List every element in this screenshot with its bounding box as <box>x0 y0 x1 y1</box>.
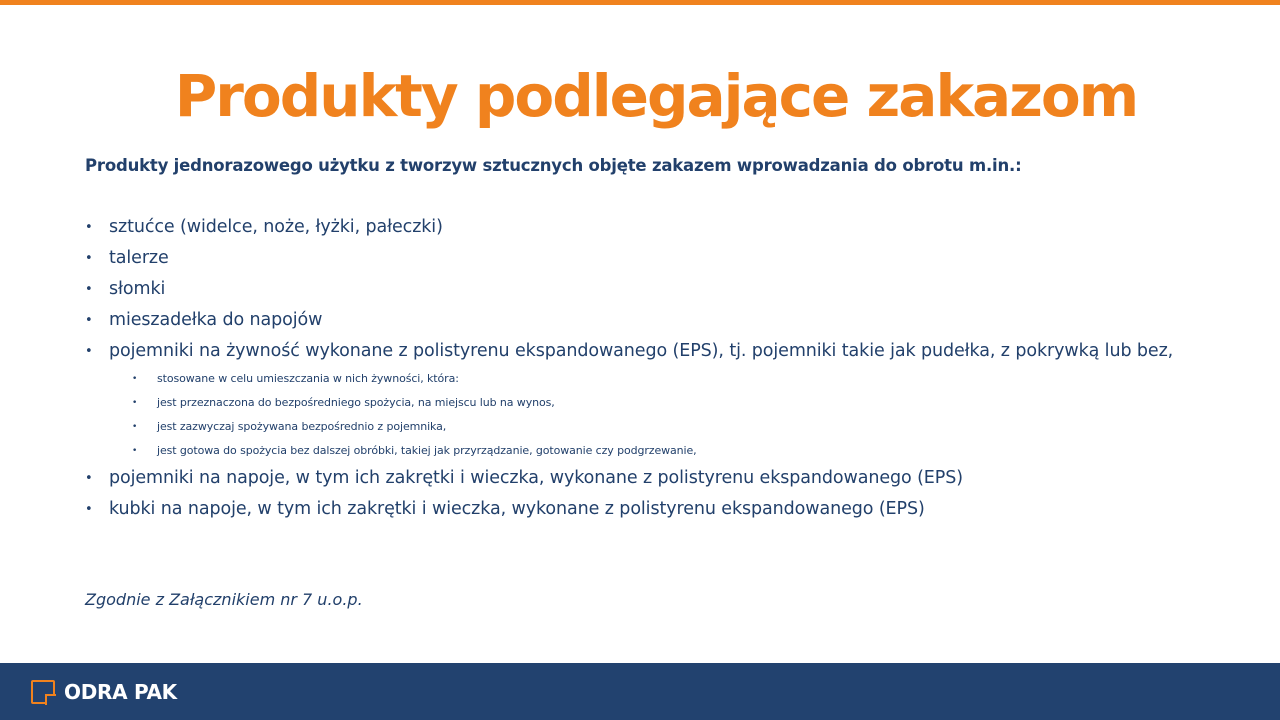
bullet-icon: • <box>85 282 93 297</box>
list-item-text: pojemniki na żywność wykonane z polistyrenu ekspandowanego (EPS), tj. pojemniki takie jak pudełka, z pokrywką lub bez, <box>109 341 1174 361</box>
list-item <box>85 274 1205 305</box>
sub-list-item <box>85 439 1205 463</box>
bullet-icon: • <box>85 471 93 486</box>
list-item-text: słomki <box>109 279 166 299</box>
list-item-text: sztućce (widelce, noże, łyżki, pałeczki) <box>109 217 443 237</box>
bullet-icon: • <box>85 220 93 235</box>
intro-text: Produkty jednorazowego użytku z tworzyw sztucznych objęte zakazem wprowadzania do obrotu m.in.: <box>85 156 1022 175</box>
list-item <box>85 243 1205 274</box>
footer-bar <box>0 663 1280 720</box>
bullet-icon: • <box>132 374 138 384</box>
top-accent-bar <box>0 0 1280 5</box>
sub-list <box>85 367 1205 463</box>
bullet-icon: • <box>85 313 93 328</box>
list-item <box>85 336 1205 367</box>
slide-title: Produkty podlegające zakazom <box>174 62 1138 130</box>
sub-list-item-text: jest zazwyczaj spożywana bezpośrednio z pojemnika, <box>157 420 447 433</box>
bullet-icon: • <box>85 502 93 517</box>
bullet-icon: • <box>132 446 138 456</box>
sub-list-item <box>85 391 1205 415</box>
logo-text: ODRA PAK <box>64 680 177 704</box>
bullet-icon: • <box>85 251 93 266</box>
sub-list-item <box>85 367 1205 391</box>
sub-list-item <box>85 415 1205 439</box>
bullet-icon: • <box>132 422 138 432</box>
list-item <box>85 463 1205 494</box>
bullet-icon: • <box>132 398 138 408</box>
list-item-text: talerze <box>109 248 169 268</box>
odra-pak-logo-icon <box>31 680 55 704</box>
list-item <box>85 305 1205 336</box>
source-note: Zgodnie z Załącznikiem nr 7 u.o.p. <box>85 590 363 609</box>
sub-list-item-text: stosowane w celu umieszczania w nich żywności, która: <box>157 372 459 385</box>
bullet-icon: • <box>85 344 93 359</box>
sub-list-item-text: jest gotowa do spożycia bez dalszej obróbki, takiej jak przyrządzanie, gotowanie czy podgrzewanie, <box>157 444 697 457</box>
list-item <box>85 494 1205 525</box>
list-item-text: kubki na napoje, w tym ich zakrętki i wieczka, wykonane z polistyrenu ekspandowanego (EPS) <box>109 499 925 519</box>
sub-list-item-text: jest przeznaczona do bezpośredniego spożycia, na miejscu lub na wynos, <box>157 396 555 409</box>
list-item-text: mieszadełka do napojów <box>109 310 323 330</box>
list-item-text: pojemniki na napoje, w tym ich zakrętki i wieczka, wykonane z polistyrenu ekspandowanego (EPS) <box>109 468 963 488</box>
list-item <box>85 212 1205 243</box>
product-list <box>85 212 1205 525</box>
